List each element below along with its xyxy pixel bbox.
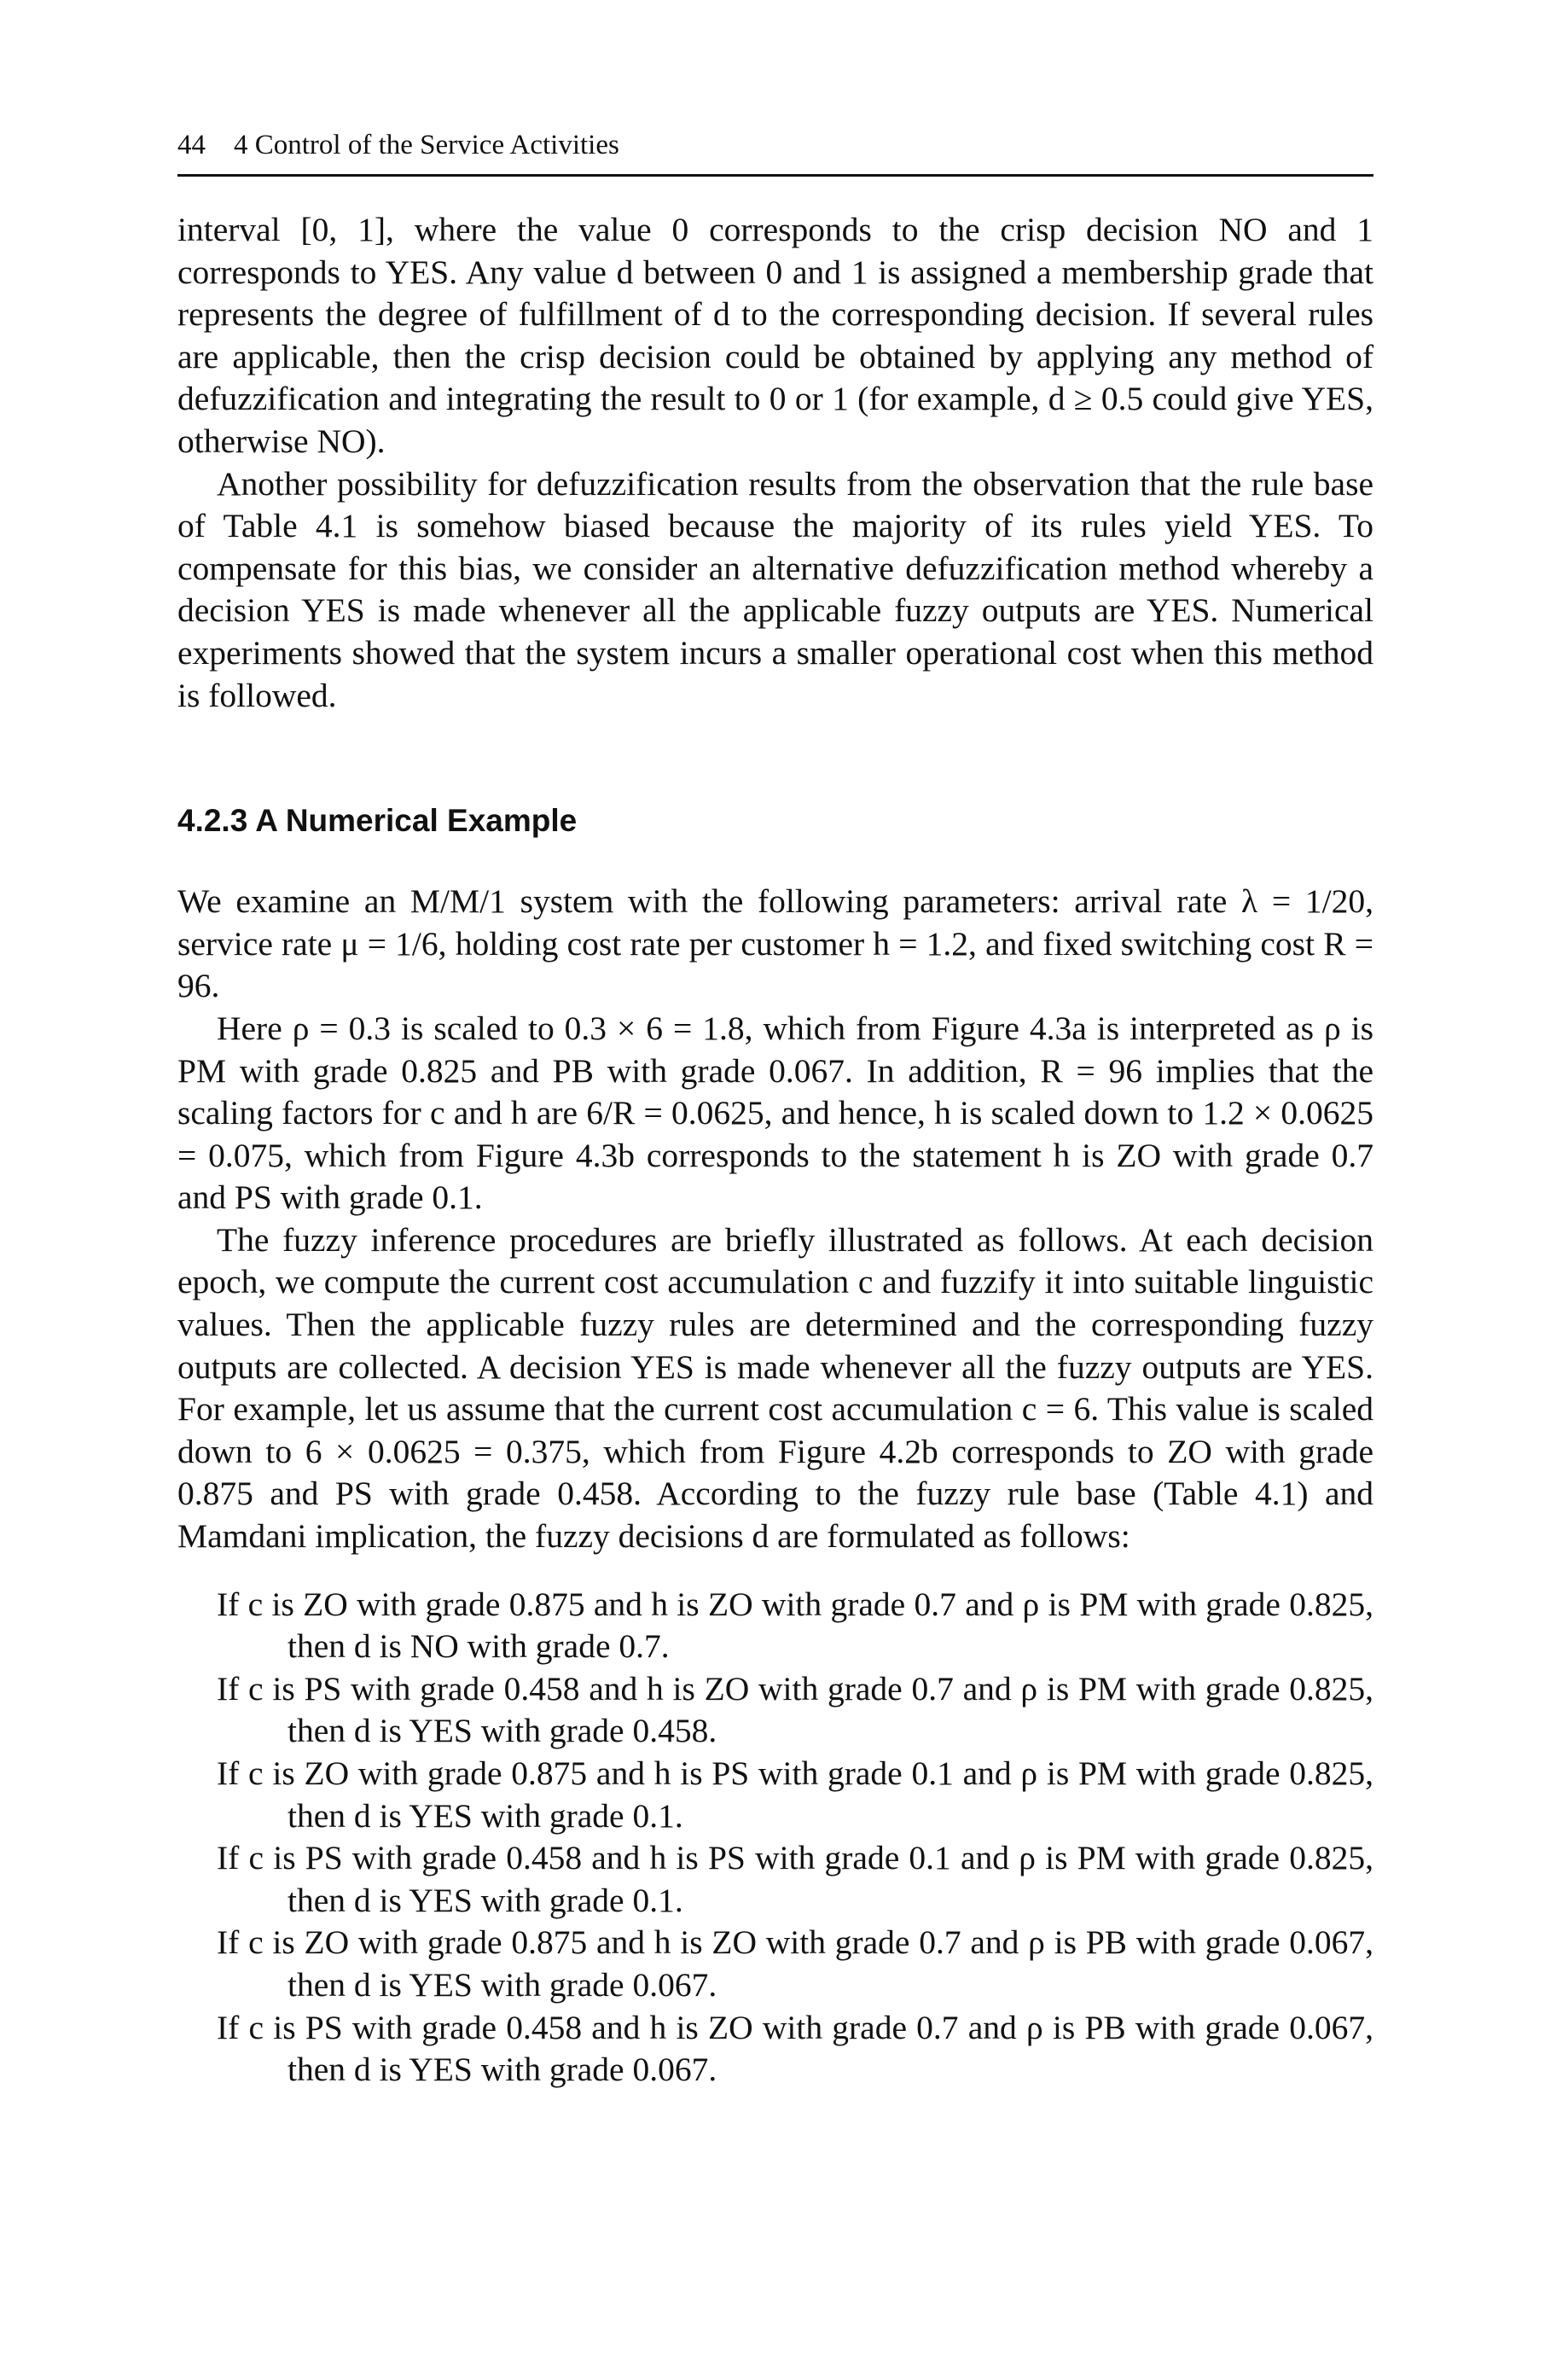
running-header bbox=[177, 128, 1373, 177]
body-text-top bbox=[177, 209, 1373, 717]
book-page bbox=[177, 128, 1373, 2092]
fuzzy-rule-item: If c is PS with grade 0.458 and h is PS with grade 0.1 and ρ is PM with grade 0.825, then d is YES with grade 0.1. bbox=[217, 1839, 1373, 1919]
fuzzy-rule-item: If c is PS with grade 0.458 and h is ZO with grade 0.7 and ρ is PB with grade 0.067, then d is YES with grade 0.067. bbox=[217, 2008, 1373, 2089]
paragraph-scaling: Here ρ = 0.3 is scaled to 0.3 × 6 = 1.8, which from Figure 4.3a is interpreted as ρ is PM with grade 0.825 and PB with grade 0.067. In addition, R = 96 implies that the scaling factors for c and h are 6/R = 0.0625, and hence, h is scaled down to 1.2 × 0.0625 = 0.075, which from Figure 4.3b corresponds to the statement h is ZO with grade 0.7 and PS with grade 0.1. bbox=[177, 1009, 1373, 1217]
chapter-title: 4 Control of the Service Activities bbox=[234, 130, 619, 160]
paragraph-defuzzification-interval: interval [0, 1], where the value 0 corresponds to the crisp decision NO and 1 corresponds to YES. Any value d between 0 and 1 is assigned a membership grade that represents the degree of fulfillment of d to the corresponding decision. If several rules are applicable, then the crisp decision could be obtained by applying any method of defuzzification and integrating the result to 0 or 1 (for example, d ≥ 0.5 could give YES, otherwise NO). bbox=[177, 211, 1373, 460]
paragraph-system-parameters: We examine an M/M/1 system with the following parameters: arrival rate λ = 1/20, service rate μ = 1/6, holding cost rate per customer h = 1.2, and fixed switching cost R = 96. bbox=[177, 882, 1373, 1005]
section-heading: 4.2.3 A Numerical Example bbox=[177, 803, 578, 839]
fuzzy-rule-item: If c is ZO with grade 0.875 and h is ZO with grade 0.7 and ρ is PM with grade 0.825, then d is NO with grade 0.7. bbox=[217, 1585, 1373, 1666]
paragraph-biased-rule-base: Another possibility for defuzzification results from the observation that the rule base of Table 4.1 is somehow biased because the majority of its rules yield YES. To compensate for this bias, we consider an alternative defuzzification method whereby a decision YES is made whenever all the applicable fuzzy outputs are YES. Numerical experiments showed that the system incurs a smaller operational cost when this method is followed. bbox=[177, 464, 1373, 714]
fuzzy-rule-item: If c is ZO with grade 0.875 and h is PS with grade 0.1 and ρ is PM with grade 0.825, then d is YES with grade 0.1. bbox=[217, 1754, 1373, 1835]
fuzzy-rules-list bbox=[177, 1584, 1373, 2092]
fuzzy-rule-item: If c is PS with grade 0.458 and h is ZO with grade 0.7 and ρ is PM with grade 0.825, then d is YES with grade 0.458. bbox=[217, 1669, 1373, 1750]
body-text-example bbox=[177, 881, 1373, 1558]
page-number: 44 bbox=[177, 130, 206, 160]
paragraph-inference-procedure: The fuzzy inference procedures are briefly illustrated as follows. At each decision epoch, we compute the current cost accumulation c and fuzzify it into suitable linguistic values. Then the applicable fuzzy rules are determined and the corresponding fuzzy outputs are collected. A decision YES is made whenever all the fuzzy outputs are YES. For example, let us assume that the current cost accumulation c = 6. This value is scaled down to 6 × 0.0625 = 0.375, which from Figure 4.2b corresponds to ZO with grade 0.875 and PS with grade 0.458. According to the fuzzy rule base (Table 4.1) and Mamdani implication, the fuzzy decisions d are formulated as follows: bbox=[177, 1220, 1373, 1556]
fuzzy-rule-item: If c is ZO with grade 0.875 and h is ZO with grade 0.7 and ρ is PB with grade 0.067, then d is YES with grade 0.067. bbox=[217, 1923, 1373, 2004]
